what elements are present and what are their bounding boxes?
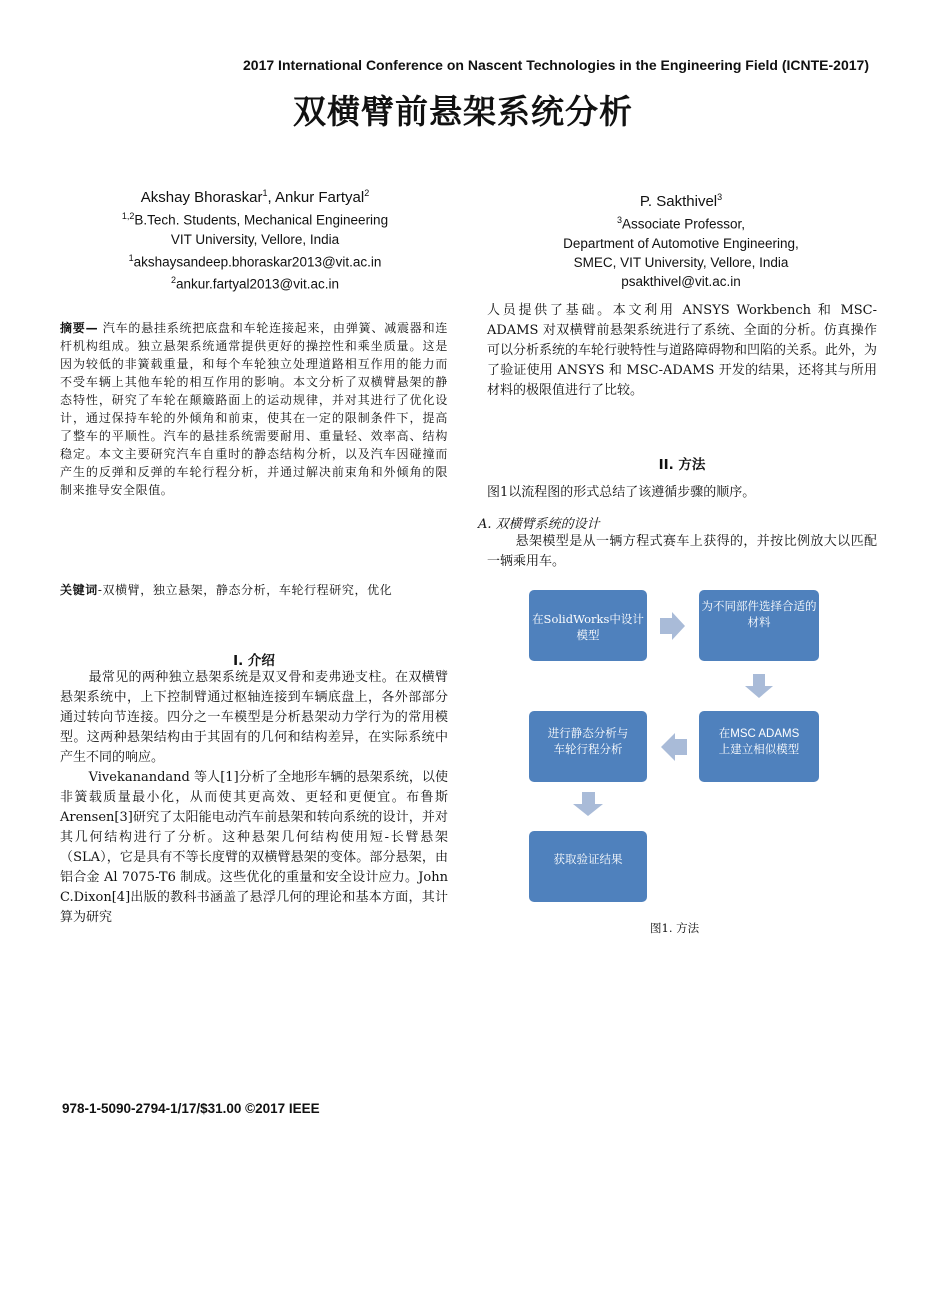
affiliation-left bbox=[62, 207, 448, 230]
flow-box-design-label: 在SolidWorks中设计模型 bbox=[532, 612, 644, 642]
author-names-left bbox=[62, 184, 448, 207]
section-1-paragraph-1: 最常见的两种独立悬架系统是双叉骨和麦弗逊支柱。在双横臂悬架系统中，上下控制臂通过枢轴连接到车辆底盘上，各外部部分通过转向节连接。四分之一车模型是分析悬架动力学行为的常用模型。这两种悬架结构由于其固有的几何和结构差异，在实际系统中产生不同的响应。 bbox=[60, 670, 448, 765]
email-1-sup: 1 bbox=[128, 252, 134, 263]
email-2-sup: 2 bbox=[170, 275, 176, 285]
author-name-right bbox=[488, 188, 874, 211]
email-1-text: akshaysandeep.bhoraskar2013@vit.ac.in bbox=[133, 254, 382, 269]
right-intro-paragraph: 人员提供了基础。本文利用 ANSYS Workbench 和 MSC-ADAMS 对双横臂前悬架系统进行了系统、全面的分析。仿真操作可以分析系统的车轮行驶特性与道路障碍物和凹陷的关系。此外，为了验证使用 ANSYS 和 MSC-ADAMS 开发的结果，还将其与所用材料的极限值进行了比较。 bbox=[487, 303, 878, 398]
figure-caption: 图1. 方法 bbox=[650, 921, 700, 935]
email-2 bbox=[62, 271, 448, 294]
section-1-body bbox=[60, 668, 448, 928]
author-name-1: Akshay Bhoraskar bbox=[140, 189, 263, 206]
section-1-paragraph-2: Vivekanandand 等人[1]分析了全地形车辆的悬架系统，以使非簧载质量最小化，从而使其更高效、更轻和更便宜。布鲁斯 Arensen[3]研究了太阳能电动汽车前悬架和转向系统的设计，并对其几何结构进行了分析。这种悬架几何结构使用短-长臂悬架（SLA），它是具有不等长度臂的双横臂悬架的变体。部分悬架，由铝合金 Al 7075-T6 制成。这些优化的重量和安全设计应力。John C.Dixon[4]出版的教科书涵盖了悬浮几何的理论和基本方面，其计算为研究 bbox=[60, 770, 448, 925]
author-block-right bbox=[488, 188, 874, 291]
subsection-a-heading: A. 双横臂系统的设计 bbox=[478, 517, 600, 532]
paper-title: 双横臂前悬架系统分析 bbox=[293, 92, 633, 131]
arrow-down-icon bbox=[573, 792, 603, 816]
flow-arrows bbox=[529, 590, 819, 902]
author-sup-3: 3 bbox=[717, 192, 723, 202]
flow-box-analysis-line2: 车轮行程分析 bbox=[553, 742, 623, 756]
abstract-text: 汽车的悬挂系统把底盘和车轮连接起来，由弹簧、减震器和连杆机构组成。独立悬架系统通常提供更好的操控性和乘坐质量。这是因为较低的非簧载重量，和每个车轮独立处理道路相互作用的能力而不受车辆上其他车轮的相互作用的影响。本文分析了双横臂悬架的静态特性，研究了车轮在颠簸路面上的运动规律，并对其进行了优化设计，通过保持车轮的外倾角和前束，使其在一定的限制条件下，提高了整车的平顺性。汽车的悬挂系统需要耐用、重量轻、效率高、结构稳定。本文主要研究汽车自重时的静态结构分析，以及汽车因碰撞而产生的反弹和反弹的车轮行程分析，并通过解决前束角和外倾角的限制来推导安全限值。 bbox=[60, 321, 448, 497]
flow-box-analysis-line1: 进行静态分析与 bbox=[547, 726, 629, 740]
university-left: VIT University, Vellore, India bbox=[170, 231, 340, 247]
arrow-down-icon bbox=[745, 674, 773, 698]
keywords bbox=[60, 576, 448, 604]
author-sup-2: 2 bbox=[364, 188, 370, 198]
affiliation-text: B.Tech. Students, Mechanical Engineering bbox=[134, 212, 389, 228]
email-1 bbox=[62, 249, 448, 272]
role-text: Associate Professor, bbox=[621, 216, 746, 232]
section-2-paragraph-2 bbox=[487, 532, 877, 572]
copyright-footer: 978-1-5090-2794-1/17/$31.00 ©2017 IEEE bbox=[62, 1101, 320, 1116]
author-name-3: P. Sakthivel bbox=[639, 193, 718, 210]
arrow-left-icon bbox=[661, 733, 687, 761]
flow-box-adams-line2: 上建立相似模型 bbox=[718, 744, 800, 756]
abstract-label: 摘要— bbox=[60, 321, 99, 335]
role-sup: 3 bbox=[616, 215, 622, 225]
abstract bbox=[60, 319, 448, 499]
keywords-text: -双横臂，独立悬架，静态分析，车轮行程研究，优化 bbox=[97, 583, 393, 597]
section-2-paragraph-2-text: 悬架模型是从一辆方程式赛车上获得的，并按比例放大以匹配一辆乘用车。 bbox=[487, 534, 877, 569]
university-right: SMEC, VIT University, Vellore, India bbox=[573, 254, 789, 270]
author-name-2: , Ankur Fartyal bbox=[267, 189, 365, 206]
role-right bbox=[488, 211, 874, 234]
department-right: Department of Automotive Engineering, bbox=[563, 235, 799, 251]
flow-box-materials-label: 为不同部件选择合适的材料 bbox=[701, 599, 817, 629]
section-2-paragraph-1: 图1以流程图的形式总结了该遵循步骤的顺序。 bbox=[487, 485, 756, 500]
keywords-label: 关键词 bbox=[60, 583, 98, 597]
section-2-heading: II. 方法 bbox=[658, 457, 706, 473]
arrow-right-icon bbox=[660, 612, 685, 640]
email-2-text: ankur.fartyal2013@vit.ac.in bbox=[175, 276, 340, 292]
section-1-heading: I. 介绍 bbox=[233, 653, 275, 669]
conference-header: 2017 International Conference on Nascent Technologies in the Engineering Field (ICNTE-2017) bbox=[243, 57, 869, 73]
email-3: psakthivel@vit.ac.in bbox=[621, 273, 741, 289]
flow-box-results-label: 获取验证结果 bbox=[553, 852, 623, 866]
author-sup-1: 1 bbox=[262, 188, 268, 198]
affiliation-sup: 1,2 bbox=[121, 211, 135, 221]
author-block-left bbox=[62, 184, 448, 294]
flow-box-adams-line1: 在MSC ADAMS bbox=[718, 728, 800, 740]
flowchart-figure bbox=[529, 590, 819, 902]
